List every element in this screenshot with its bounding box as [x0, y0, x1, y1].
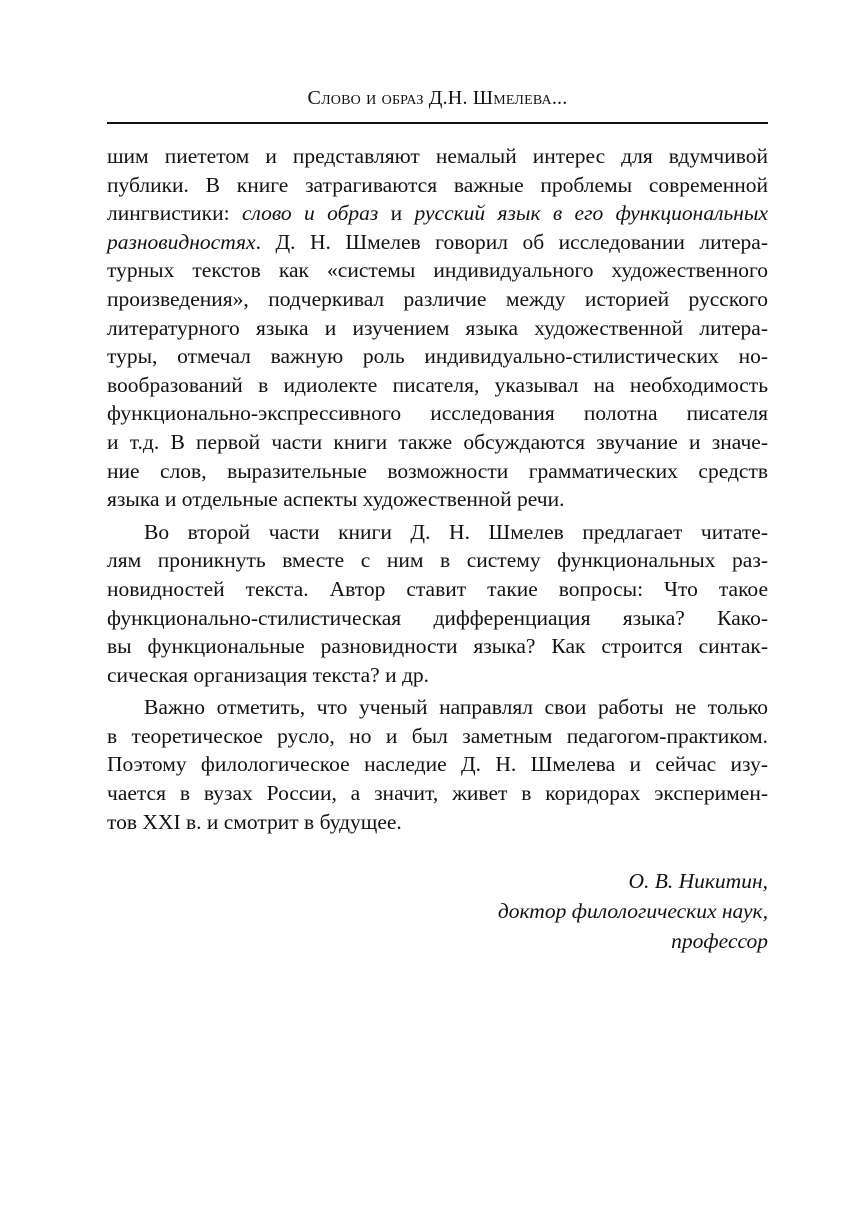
book-page	[107, 0, 768, 1211]
text-line: в теоретическое русло, но и был заметным педагогом-практиком.	[107, 723, 768, 748]
signature-title: профессор	[671, 929, 768, 953]
italic-term: русский язык в его функциональных	[414, 201, 768, 226]
text-line: чается в вузах России, а значит, живет в коридорах эксперимен-	[107, 781, 768, 806]
text-line: Важно отметить, что ученый направлял свои работы не только	[144, 695, 768, 720]
text-line: публики. В книге затрагиваются важные проблемы современной	[107, 172, 768, 197]
signature-name: О. В. Никитин,	[628, 869, 768, 893]
italic-term: разновидностях	[107, 229, 256, 254]
text-line: функционально-стилистическая дифференциация языка? Како-	[107, 605, 768, 630]
text-line: вы функциональные разновидности языка? Как строится синтак-	[107, 634, 768, 659]
text-line: тов XXI в. и смотрит в будущее.	[107, 809, 402, 834]
author-signature	[107, 866, 768, 956]
text-line: ние слов, выразительные возможности грамматических средств	[107, 458, 768, 483]
text-line: произведения», подчеркивал различие между историей русского	[107, 286, 768, 311]
text-line: новидностей текста. Автор ставит такие вопросы: Что такое	[107, 576, 768, 601]
text-line: вообразований в идиолекте писателя, указывал на необходимость	[107, 372, 768, 397]
text-line: лингвистики: слово и образ и русский язык в его функциональных	[107, 201, 768, 226]
text-line: Во второй части книги Д. Н. Шмелев предлагает читате-	[144, 519, 768, 544]
text-line: функционально-экспрессивного исследования полотна писателя	[107, 401, 768, 426]
paragraph-1	[107, 142, 768, 514]
signature-degree: доктор филологических наук,	[497, 899, 768, 923]
text-line: языка и отдельные аспекты художественной речи.	[107, 487, 565, 512]
running-head-title: Слово и образ Д.Н. Шмелева...	[307, 87, 568, 109]
text-line: шим пиететом и представляют немалый интерес для вдумчивой	[107, 144, 768, 168]
body-text	[107, 142, 768, 836]
text-line: сическая организация текста? и др.	[107, 662, 430, 687]
text-line: лям проникнуть вместе с ним в систему функциональных раз-	[107, 548, 768, 573]
header-rule	[107, 122, 768, 124]
text-line: разновидностях. Д. Н. Шмелев говорил об исследовании литера-	[107, 229, 768, 254]
text-line: турных текстов как «системы индивидуального художественного	[107, 258, 768, 283]
italic-term: слово и образ	[241, 201, 379, 226]
text-line: Поэтому филологическое наследие Д. Н. Шмелева и сейчас изу-	[107, 752, 768, 777]
text-line: и т.д. В первой части книги также обсуждаются звучание и значе-	[107, 429, 768, 454]
text-line: литературного языка и изучением языка художественной литера-	[107, 315, 768, 340]
paragraph-3	[107, 693, 768, 836]
text-line: туры, отмечал важную роль индивидуально-стилистических но-	[107, 344, 768, 369]
paragraph-2	[107, 518, 768, 690]
